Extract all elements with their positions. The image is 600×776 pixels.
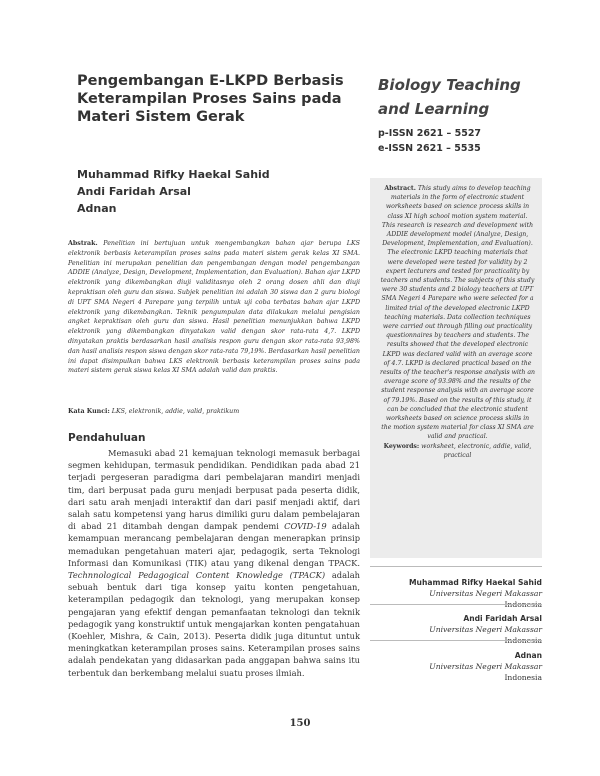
divider: [370, 640, 542, 641]
abstract-en-label: Abstract.: [384, 185, 416, 192]
author-list: [77, 166, 270, 217]
divider: [370, 566, 542, 567]
abstract-text: Penelitian ini bertujuan untuk mengembangkan bahan ajar berupa LKS elektronik berbasis keterampilan proses sains pada materi sistem gerak kelas XI SMA. Penelitian ini merupakan penelitian dan pengembangan dengan model pengembangan ADDIE (Analyze, Design, Development, Implementation, dan Evaluation). Bahan ajar LKPD elektronik yang dikembangkan diuji validitasnya oleh 2 orang dosen ahli dan diuji kepraktisan oleh guru dan siswa. Subjek penelitian ini adalah 30 siswa dan 2 guru biologi di UPT SMA Negeri 4 Parepare yang terpilih untuk uji coba terbatas bahan ajar LKPD elektronik yang dikembangkan. Teknik pengumpulan data dilakukan melalui pengisian angket kepraktisan oleh guru dan siswa. Hasil penelitian menunjukkan bahwa LKPD elektronik yang dikembangkan dinyatakan valid dengan skor rata-rata 4,7. LKPD dinyatakan praktis berdasarkan hasil analisis respon guru dengan skor rata-rata 93,98% dan hasil analisis respon siswa dengan skor rata-rata 79,19%. Berdasarkan hasil penelitian ini dapat disimpulkan bahwa LKS elektronik berbasis keterampilan proses sains pada materi sistem gerak siswa kelas XI SMA adalah valid dan praktis.: [68, 240, 360, 375]
divider: [370, 604, 542, 605]
intro-covid: COVID-19: [284, 521, 327, 532]
affiliation-block: [370, 613, 542, 646]
intro-tpack: Technnological Pedagogical Content Knowledge (TPACK): [68, 570, 326, 581]
page-number: 150: [289, 718, 311, 729]
affiliation-block: [370, 577, 542, 610]
abstract-en-text: This study aims to develop teaching materials in the form of electronic student worksheets based on science process skills in class XI high school motion system material. This research is research and development with ADDIE development model (Analyze, Design, Development, Implementation, and Evaluation). The electronic LKPD teaching materials that were developed were tested for validity by 2 expert lecturers and tested for practicality by teachers and students. The subjects of this study were 30 students and 2 biology teachers at UPT SMA Negeri 4 Parepare who were selected for a limited trial of the developed electronic LKPD teaching materials. Data collection techniques were carried out through filling out practicality questionnaires by teachers and students. The results showed that the developed electronic LKPD was declared valid with an average score of 4.7. LKPD is declared practical based on the results of the teacher's response analysis with an average score of 93.98% and the results of the student response analysis with an average score of 79.19%. Based on the results of this study, it can be concluded that the electronic student worksheets based on science process skills in the motion system material for class XI SMA are valid and practical.: [380, 185, 536, 441]
affiliation-name: Adnan: [514, 651, 542, 660]
affiliation-university: Universitas Negeri Makassar: [429, 625, 542, 634]
affiliation-country: Indonesia: [504, 636, 542, 645]
author-name: Adnan: [77, 202, 117, 215]
intro-text-2: adalah kemampuan merancang pembelajaran dengan menerapkan prinsip memadukan pengetahuan materi ajar, pedagogik, serta Teknologi Informasi dan Komunikasi (TIK) atau yang dikenal dengan TPACK.: [68, 521, 360, 568]
author-name: Andi Faridah Arsal: [77, 185, 191, 198]
journal-name-line2: and Learning: [378, 100, 490, 118]
keywords-en-label: Keywords:: [383, 442, 420, 450]
affiliation-university: Universitas Negeri Makassar: [429, 662, 542, 671]
journal-name-line1: Biology Teaching: [378, 76, 521, 94]
affiliation-name: Andi Faridah Arsal: [463, 614, 542, 623]
keywords-indonesian: [68, 408, 360, 415]
intro-paragraph: [68, 447, 360, 679]
keywords-en-text: worksheet, electronic, addie, valid, practical: [421, 442, 532, 459]
intro-text-1: Memasuki abad 21 kemajuan teknologi memasuk berbagai segmen kehidupan, termasuk pendidikan. Pendidikan pada abad 21 terjadi pergeseran paradigma dari pembelajaran mandiri menjadi tim, dari berpusat pada guru menjadi berpusat pada peserta didik, dari satu arah menjadi interaktif dan dari pasif menjadi aktif, dari salah satu kompetensi yang harus dimiliki guru dalam pembelajaran di abad 21 ditambah dengan dampak pendemi: [68, 448, 360, 532]
affiliation-block: [370, 650, 542, 683]
abstract-english: [380, 184, 535, 460]
affiliation-university: Universitas Negeri Makassar: [429, 589, 542, 598]
keywords-label: Kata Kunci:: [68, 408, 110, 415]
section-heading: Pendahuluan: [68, 432, 146, 444]
journal-name: [378, 73, 568, 121]
affiliation-country: Indonesia: [504, 673, 542, 682]
pissn: p-ISSN 2621 – 5527: [378, 128, 482, 139]
author-name: Muhammad Rifky Haekal Sahid: [77, 168, 270, 181]
eissn: e-ISSN 2621 – 5535: [378, 143, 481, 154]
article-title: Pengembangan E-LKPD Berbasis Keterampilan Proses Sains pada Materi Sistem Gerak: [77, 73, 344, 125]
abstract-indonesian: [68, 239, 360, 376]
affiliation-country: Indonesia: [504, 600, 542, 609]
keywords-text: LKS, elektronik, addie, valid, praktikum: [111, 408, 240, 415]
intro-text-3: adalah sebuah bentuk dari tiga konsep yaitu konten pengetahuan, keterampilan pedagogik dan teknologi, yang merupakan konsep pengajaran yang efektif dengan pemanfaatan teknologi dan teknik pedagogik yang konstruktif untuk mengajarkan konten pengatahuan (Koehler, Mishra, & Cain, 2013). Peserta didik juga dituntut untuk meningkatkan keterampilan proses sains. Keterampilan proses sains adalah pendekatan yang didasarkan pada anggapan bahwa sains itu terbentuk dan berkembang melalui suatu proses ilmiah.: [68, 570, 360, 678]
abstract-label: Abstrak.: [68, 240, 98, 247]
affiliation-name: Muhammad Rifky Haekal Sahid: [408, 578, 542, 587]
